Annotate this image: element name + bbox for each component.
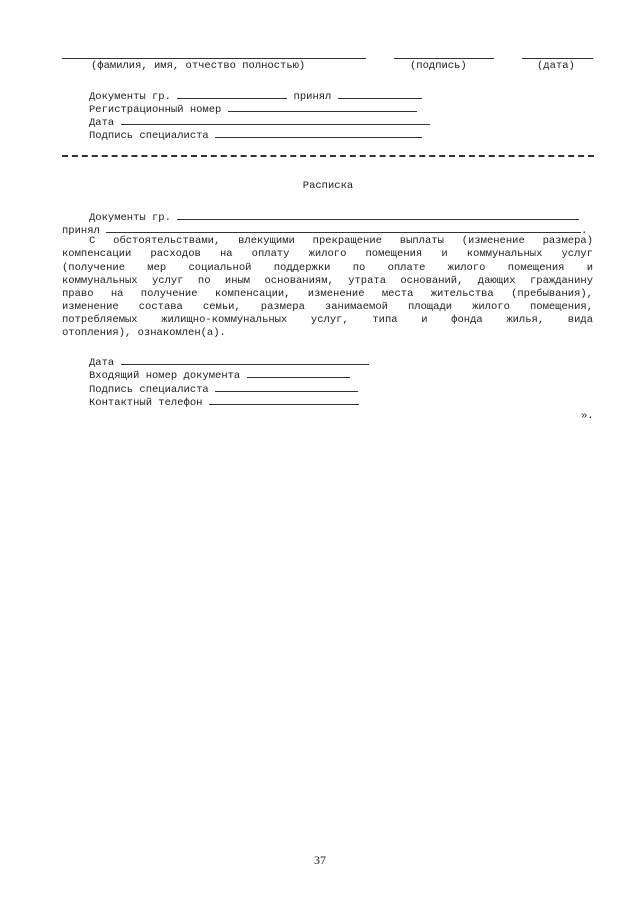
receipt-accepted-field — [106, 222, 581, 233]
reception-docs-name-field — [177, 88, 287, 99]
receipt-phone-row — [89, 394, 359, 411]
receipt-body-line-3: (получение мер социальной поддержки по оплате жилого помещения и — [62, 262, 593, 274]
fio-line — [62, 58, 366, 59]
signature-caption: (подпись) — [410, 60, 467, 72]
receipt-incoming-number-field — [247, 367, 350, 378]
receipt-date-field — [121, 354, 369, 365]
receipt-body-line-5: право на получение компенсации, изменение места жительства (пребывания), — [62, 288, 593, 300]
page-number: 37 — [314, 853, 326, 867]
reception-reg-number-field — [228, 101, 417, 112]
receipt-body-line-7: потребляемых жилищно-коммунальных услуг, типа и фонда жилья, вида — [62, 314, 593, 326]
receipt-body-line-8: отопления), ознакомлен(а). — [62, 327, 226, 339]
receipt-phone-field — [209, 394, 359, 405]
receipt-accepted-period: . — [581, 225, 588, 237]
reception-docs-label: Документы гр. — [89, 91, 171, 103]
reception-date-label: Дата — [89, 117, 115, 129]
reception-accepted-field — [338, 88, 422, 99]
receipt-closing-mark: ». — [581, 410, 594, 422]
receipt-body-line-4: коммунальных услуг по иным основаниям, утрата оснований, дающих гражданину — [62, 275, 593, 287]
reception-accepted-label: принял — [293, 91, 332, 103]
receipt-specialist-field — [215, 381, 358, 392]
receipt-date-label: Дата — [89, 357, 115, 369]
receipt-incoming-number-label: Входящий номер документа — [89, 370, 241, 382]
receipt-body-line-2: компенсации расходов на оплату жилого помещения и коммунальных услуг — [62, 248, 593, 260]
receipt-specialist-label: Подпись специалиста — [89, 384, 209, 396]
receipt-accepted-label: принял — [62, 225, 100, 237]
receipt-docs-label: Документы гр. — [89, 212, 171, 224]
reception-date-field — [121, 114, 430, 125]
receipt-title: Расписка — [302, 180, 354, 192]
date-line — [522, 58, 593, 59]
fio-caption: (фамилия, имя, отчество полностью) — [91, 60, 306, 72]
reception-specialist-field — [215, 127, 422, 138]
cut-line — [62, 155, 594, 157]
receipt-body-line-6: изменение состава семьи, размера занимаемой площади жилого помещения, — [62, 301, 593, 313]
receipt-body-line-1: С обстоятельствами, влекущими прекращение выплаты (изменение размера) — [89, 235, 593, 247]
reception-reg-number-label: Регистрационный номер — [89, 104, 222, 116]
signature-line — [394, 58, 494, 59]
receipt-docs-name-field — [177, 209, 579, 220]
date-caption: (дата) — [537, 60, 575, 72]
reception-specialist-label: Подпись специалиста — [89, 130, 209, 142]
receipt-phone-label: Контактный телефон — [89, 397, 203, 409]
reception-specialist-row — [89, 127, 422, 144]
